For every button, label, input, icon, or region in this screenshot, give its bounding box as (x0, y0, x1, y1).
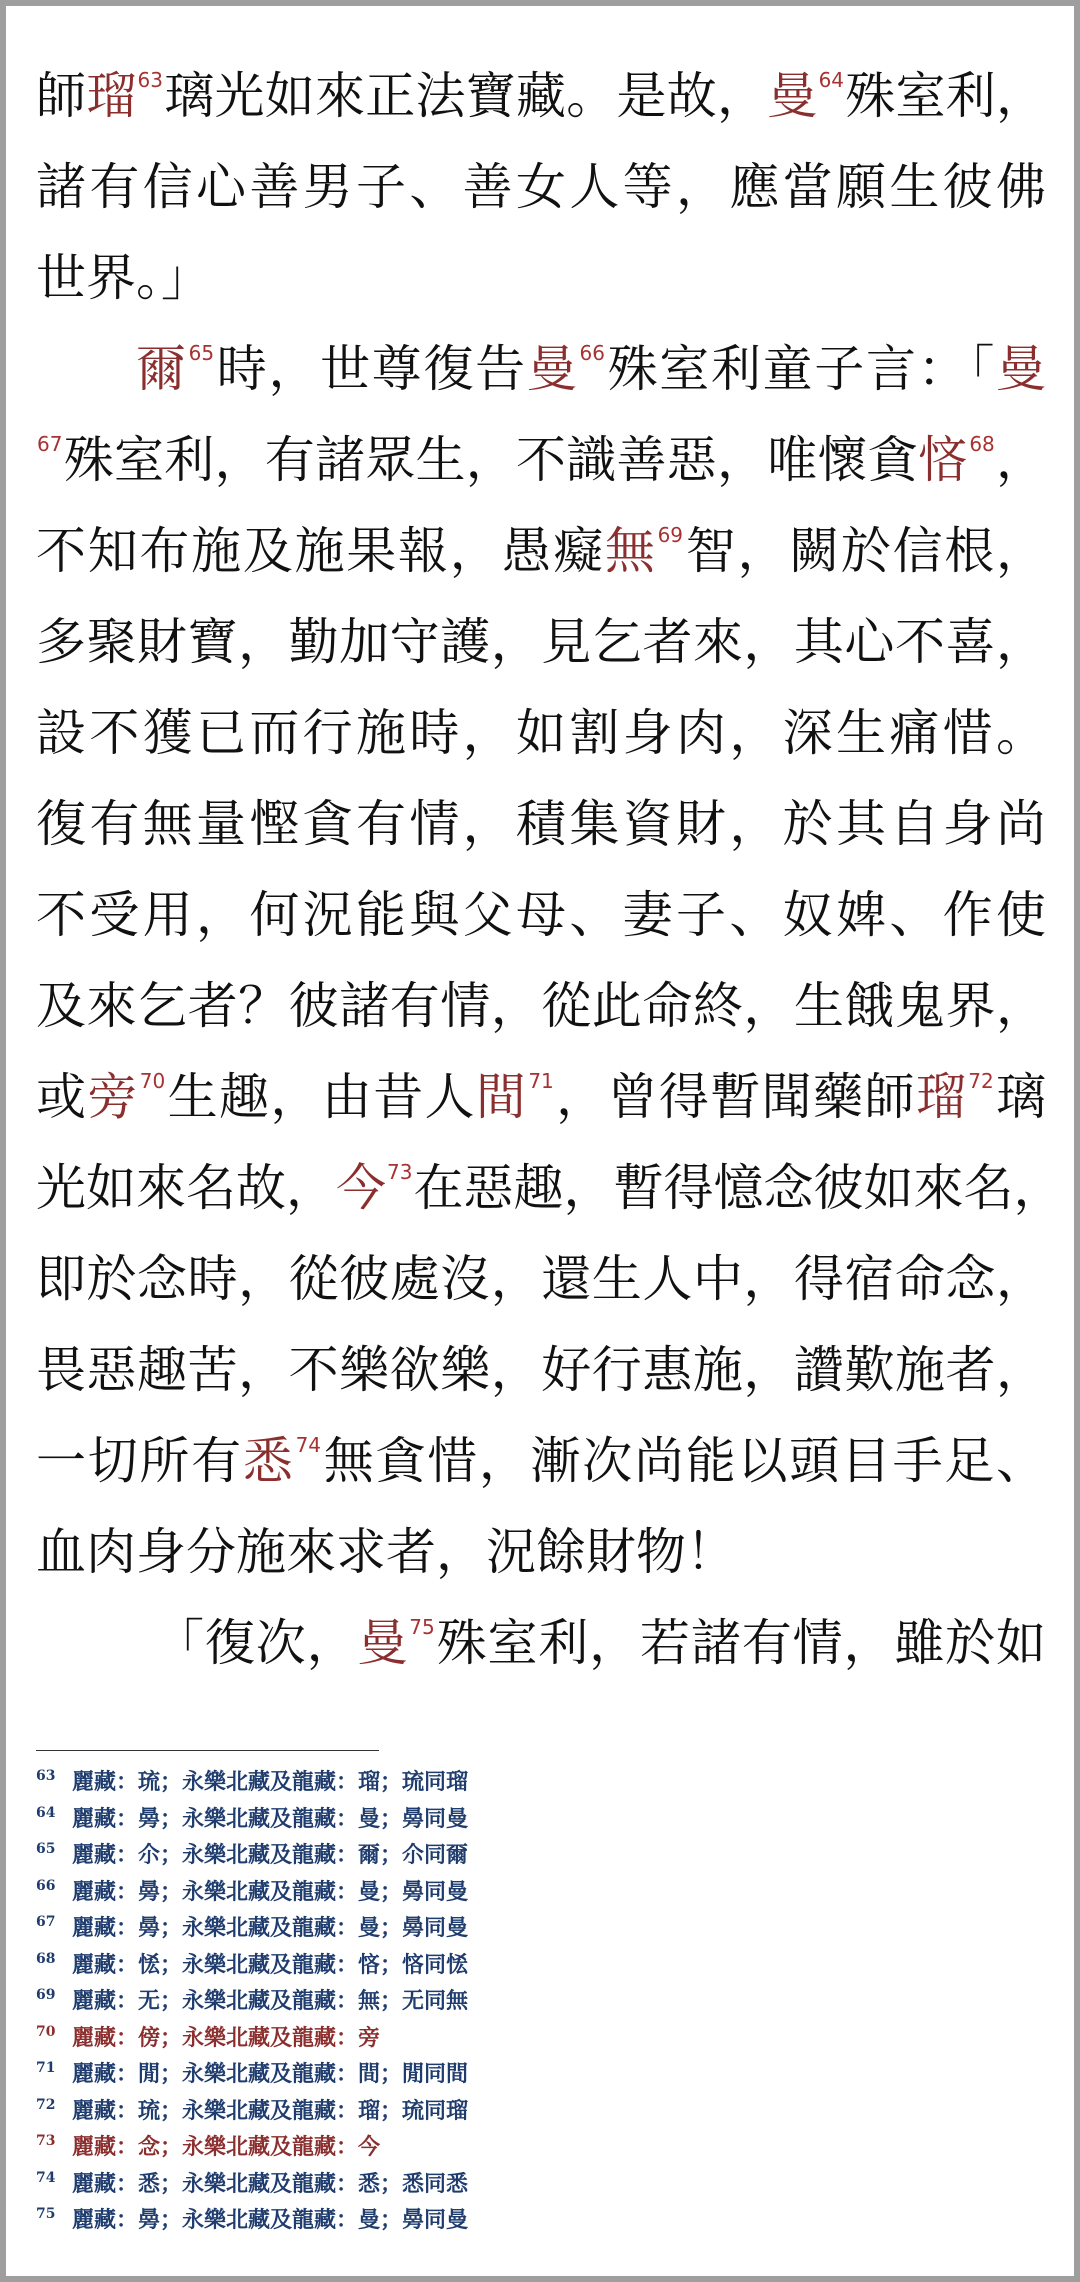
footnote-71: 71 麗藏：閒；永樂北藏及龍藏：間；閒同間 (36, 2060, 469, 2087)
footnote-ref-67[interactable]: 67 (37, 432, 63, 456)
footnote-text: 麗藏：㬅；永樂北藏及龍藏：曼；㬅同曼 (72, 2207, 469, 2233)
footnote-ref-75[interactable]: 75 (409, 1615, 435, 1639)
text-segment: 在惡趣，暫得憶念彼如來名， (413, 1159, 1064, 1217)
sutra-page (6, 6, 1074, 2276)
text-line-7 (36, 597, 1046, 688)
text-line-9 (36, 779, 1046, 870)
footnote-ref-64[interactable]: 64 (818, 68, 845, 92)
text-segment: 殊室利，若諸有情，雖於如 (435, 1614, 1047, 1672)
footnote-65: 65 麗藏：尒；永樂北藏及龍藏：爾；尒同爾 (36, 1841, 469, 1868)
footnote-text: 麗藏：閒；永樂北藏及龍藏：間；閒同間 (72, 2061, 469, 2087)
footnote-ref-70[interactable]: 70 (139, 1069, 166, 1093)
footnote-text: 麗藏：念；永樂北藏及龍藏：今 (72, 2134, 381, 2160)
variant-char: 曼 (996, 340, 1046, 398)
text-line-14 (36, 1234, 1046, 1325)
footnote-70: 70 麗藏：傍；永樂北藏及龍藏：旁 (36, 2023, 381, 2051)
text-segment: 璃光如來正法寶藏。是故， (163, 67, 768, 125)
variant-char: 曼 (357, 1614, 409, 1672)
sutra-body-text (36, 51, 1064, 1689)
text-segment: 即於念時，從彼處沒，還生人中，得宿命念， (36, 1250, 1046, 1308)
text-segment: 「復次， (154, 1614, 358, 1672)
footnote-text: 麗藏：无；永樂北藏及龍藏：無；无同無 (72, 1988, 469, 2014)
text-line-10 (36, 870, 1046, 961)
footnote-66: 66 麗藏：㬅；永樂北藏及龍藏：曼；㬅同曼 (36, 1877, 469, 1905)
footnote-64: 64 麗藏：㬅；永樂北藏及龍藏：曼；㬅同曼 (36, 1804, 469, 1832)
text-line-6 (36, 506, 1046, 597)
footnote-text: 麗藏：㬅；永樂北藏及龍藏：曼；㬅同曼 (72, 1878, 469, 1905)
text-line-17 (36, 1507, 1046, 1598)
text-line-13 (36, 1143, 1064, 1234)
text-line-2 (36, 142, 1046, 233)
variant-char: 爾 (136, 340, 188, 398)
variant-char: 旁 (87, 1068, 139, 1126)
footnote-text: 麗藏：琉；永樂北藏及龍藏：瑠；琉同瑠 (72, 2097, 469, 2124)
footnote-divider (36, 1750, 379, 1751)
text-line-4 (36, 324, 1046, 415)
variant-char: 瑠 (86, 67, 137, 125)
text-segment: 智，闕於信根， (684, 522, 1047, 580)
text-segment: 一切所有 (36, 1432, 243, 1490)
footnote-ref-74[interactable]: 74 (295, 1433, 322, 1457)
text-segment: 畏惡趣苦，不樂欲樂，好行惠施，讚歎施者， (36, 1341, 1046, 1399)
text-segment: ， (995, 431, 1047, 489)
text-line-8 (36, 688, 1046, 779)
variant-char: 悉 (242, 1432, 295, 1490)
footnote-text: 麗藏：㬅；永樂北藏及龍藏：曼；㬅同曼 (72, 1805, 469, 1832)
variant-char: 曼 (526, 340, 579, 398)
footnote-ref-69[interactable]: 69 (657, 523, 684, 547)
text-segment: 生趣，由昔人 (166, 1068, 476, 1126)
footnote-ref-72[interactable]: 72 (968, 1069, 994, 1093)
footnote-text: 麗藏：琉；永樂北藏及龍藏：瑠；琉同瑠 (72, 1769, 469, 1795)
footnote-ref-63[interactable]: 63 (137, 68, 163, 92)
text-segment: 殊室利， (845, 67, 1047, 125)
footnote-63: 63 麗藏：琉；永樂北藏及龍藏：瑠；琉同瑠 (36, 1768, 469, 1795)
footnote-67: 67 麗藏：㬅；永樂北藏及龍藏：曼；㬅同曼 (36, 1914, 469, 1941)
footnotes (36, 1764, 1036, 2239)
text-segment: 設不獲已而行施時，如割身肉，深生痛惜。 (36, 704, 1046, 762)
text-segment: 多聚財寶，勤加守護，見乞者來，其心不喜， (36, 613, 1046, 671)
text-segment: 光如來名故， (36, 1159, 336, 1217)
variant-char: 今 (336, 1159, 386, 1217)
text-line-18 (36, 1598, 1046, 1689)
text-segment: 不受用，何況能與父母、妻子、奴婢、作使 (36, 886, 1046, 944)
text-segment: 世界。」 (36, 249, 211, 307)
footnote-text: 麗藏：恡；永樂北藏及龍藏：悋；悋同恡 (72, 1951, 469, 1978)
variant-char: 悋 (918, 431, 969, 489)
footnote-text: 麗藏：傍；永樂北藏及龍藏：旁 (72, 2024, 381, 2051)
text-line-3 (36, 233, 1046, 324)
text-segment: 及來乞者？彼諸有情，從此命終，生餓鬼界， (36, 977, 1046, 1035)
footnote-75: 75 麗藏：㬅；永樂北藏及龍藏：曼；㬅同曼 (36, 2206, 469, 2233)
footnote-72: 72 麗藏：琉；永樂北藏及龍藏：瑠；琉同瑠 (36, 2096, 469, 2124)
text-segment: ，曾得暫聞藥師 (554, 1068, 916, 1126)
variant-char: 瑠 (915, 1068, 968, 1126)
text-segment: 殊室利童子言：「 (605, 340, 996, 398)
footnote-68: 68 麗藏：恡；永樂北藏及龍藏：悋；悋同恡 (36, 1950, 469, 1978)
text-line-16 (36, 1416, 1046, 1507)
text-segment: 璃 (994, 1068, 1047, 1126)
footnote-ref-65[interactable]: 65 (188, 341, 215, 365)
text-segment: 諸有信心善男子、善女人等，應當願生彼佛 (36, 158, 1046, 216)
text-segment: 師 (36, 67, 87, 125)
text-line-1 (36, 51, 1046, 142)
text-segment: 無貪惜，漸次尚能以頭目手足、 (322, 1432, 1047, 1490)
footnote-69: 69 麗藏：无；永樂北藏及龍藏：無；无同無 (36, 1987, 469, 2014)
footnote-ref-66[interactable]: 66 (579, 341, 605, 365)
footnote-ref-68[interactable]: 68 (969, 432, 995, 456)
text-line-11 (36, 961, 1046, 1052)
footnote-text: 麗藏：尒；永樂北藏及龍藏：爾；尒同爾 (72, 1842, 469, 1868)
variant-char: 曼 (767, 67, 818, 125)
text-segment: 時，世尊復告 (215, 340, 527, 398)
footnote-ref-73[interactable]: 73 (387, 1160, 413, 1184)
text-line-5 (36, 415, 1046, 506)
footnote-ref-71[interactable]: 71 (528, 1069, 554, 1093)
variant-char: 無 (604, 522, 657, 580)
text-segment: 不知布施及施果報，愚癡 (36, 522, 605, 580)
footnote-text: 麗藏：㬅；永樂北藏及龍藏：曼；㬅同曼 (72, 1915, 469, 1941)
text-segment: 血肉身分施來求者，況餘財物！ (36, 1523, 736, 1581)
footnote-text: 麗藏：悉；永樂北藏及龍藏：悉；悉同悉 (72, 2170, 469, 2197)
variant-char: 間 (475, 1068, 528, 1126)
text-segment: 或 (36, 1068, 88, 1126)
text-segment: 復有無量慳貪有情，積集資財，於其自身尚 (36, 795, 1046, 853)
text-line-15 (36, 1325, 1046, 1416)
text-segment: 殊室利，有諸眾生，不識善惡，唯懷貪 (63, 431, 919, 489)
footnote-73: 73 麗藏：念；永樂北藏及龍藏：今 (36, 2133, 381, 2160)
footnote-74: 74 麗藏：悉；永樂北藏及龍藏：悉；悉同悉 (36, 2169, 469, 2197)
text-line-12 (36, 1052, 1046, 1143)
